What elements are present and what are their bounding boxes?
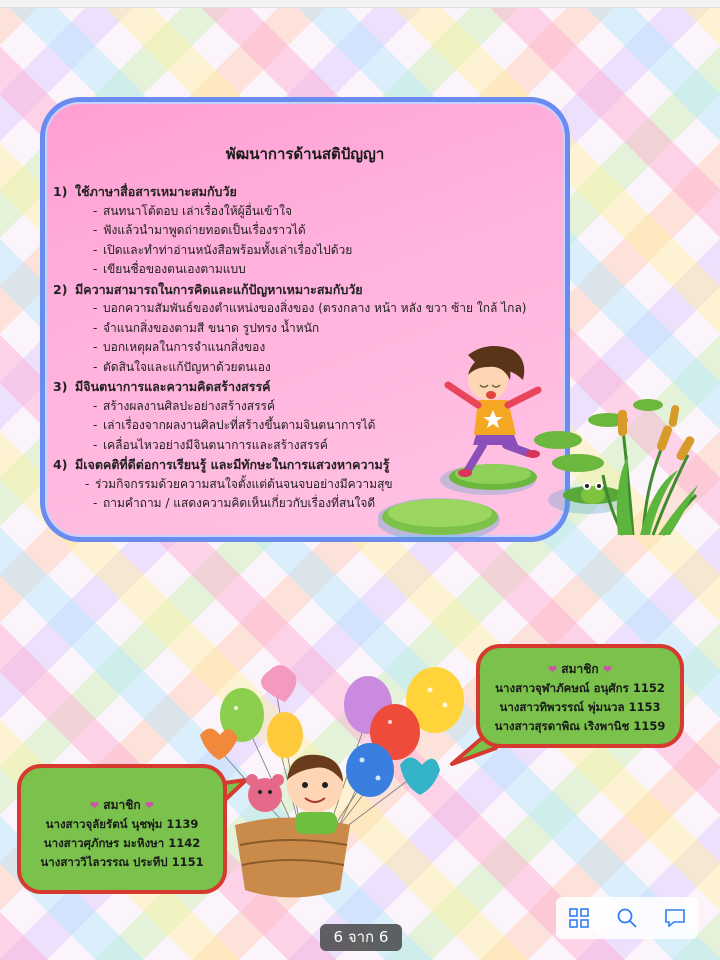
list-item: - ฟังแล้วนำมาพูดถ่ายทอดเป็นเรื่องราวได้ (93, 223, 306, 237)
heart-icon: ❤ (547, 663, 558, 676)
comment-button[interactable] (654, 897, 696, 939)
list-item: - เปิดและทำท่าอ่านหนังสือพร้อมทั้งเล่าเรื่องไปด้วย (93, 242, 353, 257)
list-item: - เคลื่อนไหวอย่างมีจินตนาการและสร้างสรรค์ (93, 437, 328, 452)
section-heading: 4) มีเจตคติที่ดีต่อการเรียนรู้ และมีทักษะในการแสวงหาความรู้ (53, 457, 390, 472)
member-name: นางสาวจุฬาภัคษณ์ อนุศักร 1152 (495, 681, 665, 695)
list-item: - เล่าเรื่องจากผลงานศิลปะที่สร้างขึ้นตามจินตนาการได้ (93, 418, 376, 432)
page-title: พัฒนาการด้านสติปัญญา (225, 145, 385, 163)
top-strip (0, 0, 720, 8)
section-heading: 1) ใช้ภาษาสื่อสารเหมาะสมกับวัย (53, 184, 237, 199)
viewer-toolbar (556, 897, 698, 939)
member-name: นางสาวทิพวรรณ์ พุ่มนวล 1153 (499, 700, 661, 714)
grid-view-button[interactable] (558, 897, 600, 939)
comment-icon (663, 907, 687, 929)
list-item: - ร่วมกิจกรรมด้วยความสนใจตั้งแต่ต้นจนจบอย่างมีความสุข (85, 476, 393, 491)
heart-icon: ❤ (602, 663, 613, 676)
members-heading: ❤ สมาชิก ❤ (89, 798, 155, 812)
list-item: - เขียนชื่อของตนเองตามแบบ (93, 262, 246, 276)
member-name: นางสาวศุภักษร มะหิงษา 1142 (43, 836, 201, 850)
member-name: นางสาวจุลัยรัตน์ นุชพุ่ม 1139 (45, 817, 199, 831)
section-heading: 2) มีความสามารถในการคิดและแก้ปัญหาเหมาะสมกับวัย (53, 281, 363, 297)
list-item: - จำแนกสิ่งของตามสี ขนาด รูปทรง น้ำหนัก (93, 320, 320, 335)
list-item: - บอกความสัมพันธ์ของตำแหน่งของสิ่งของ (ตรงกลาง หน้า หลัง ขวา ซ้าย ใกล้ ไกล) (93, 301, 527, 315)
grid-icon (568, 907, 590, 929)
search-icon (616, 907, 638, 929)
heart-icon: ❤ (144, 799, 155, 812)
members-heading: ❤ สมาชิก ❤ (547, 662, 613, 676)
list-item: - ตัดสินใจและแก้ปัญหาด้วยตนเอง (93, 359, 271, 374)
search-button[interactable] (606, 897, 648, 939)
members-box-right (476, 644, 684, 748)
member-name: นางสาววิไลวรรณ ประทีป 1151 (40, 855, 204, 869)
list-item: - สนทนาโต้ตอบ เล่าเรื่องให้ผู้อื่นเข้าใจ (93, 203, 292, 218)
heart-icon: ❤ (89, 799, 100, 812)
balloon-basket-illustration (190, 660, 480, 905)
member-name: นางสาวสุรดาพิณ เริงพานิช 1159 (494, 719, 666, 733)
list-item: - ถามคำถาม / แสดงความคิดเห็นเกี่ยวกับเรื่องที่สนใจดี (93, 496, 376, 510)
list-item: - บอกเหตุผลในการจำแนกสิ่งของ (93, 340, 266, 354)
section-heading: 3) มีจินตนาการและความคิดสร้างสรรค์ (53, 379, 271, 394)
girl-lilypad-illustration (378, 335, 708, 565)
list-item: - สร้างผลงานศิลปะอย่างสร้างสรรค์ (93, 398, 276, 413)
page-indicator: 6 จาก 6 (320, 924, 402, 951)
